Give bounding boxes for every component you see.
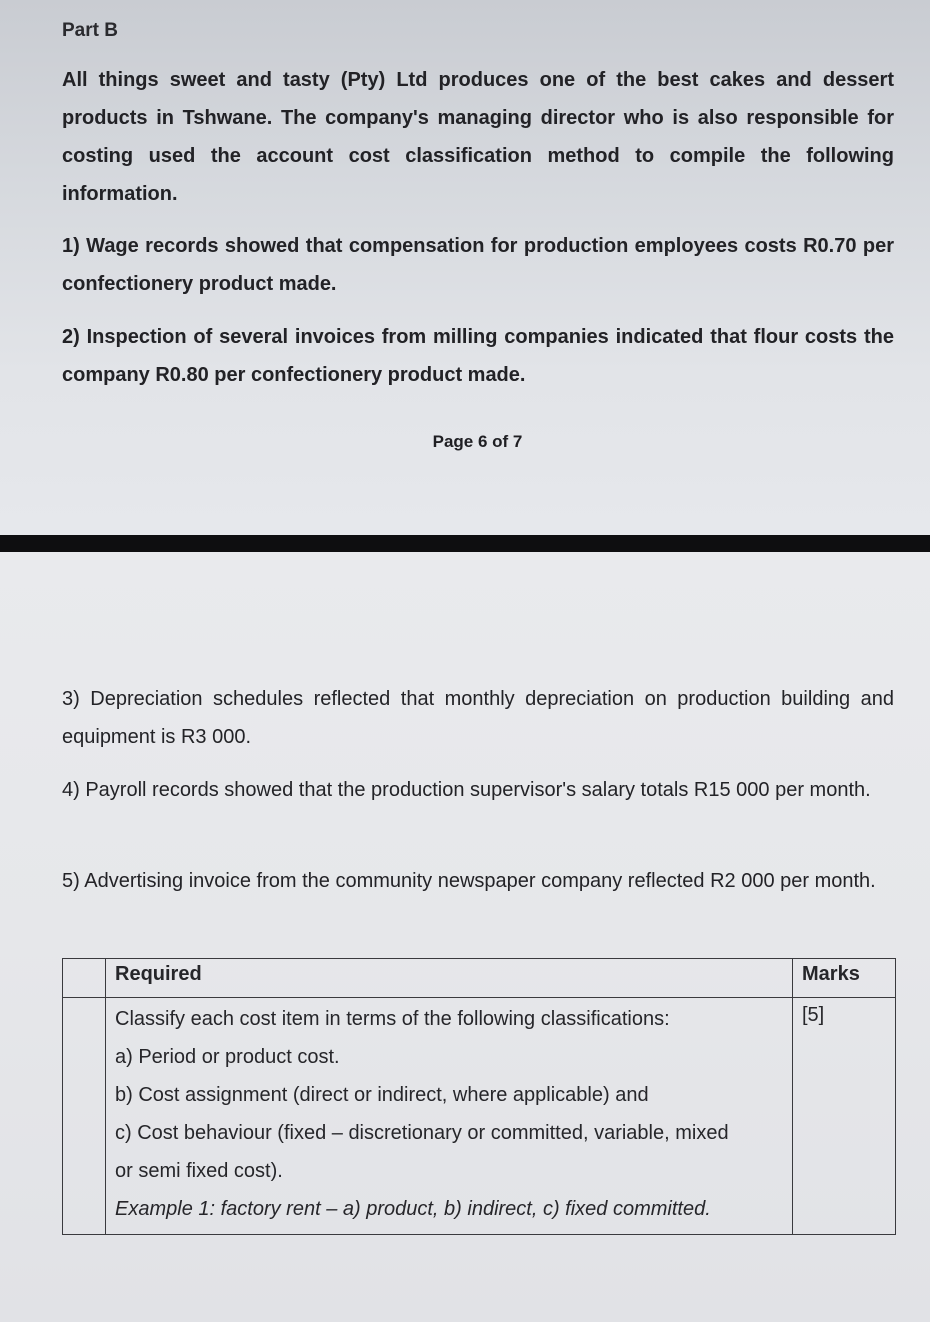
item-5-line: 5) Advertising invoice from the community newspaper company reflected R2 000 per — [62, 870, 815, 892]
page-break-divider — [0, 535, 930, 552]
item-4-line: 4) Payroll records showed that the production supervisor's salary totals R15 000 per — [62, 779, 810, 801]
item-4-line: month. — [809, 779, 871, 801]
instruction-line: or semi fixed cost). — [115, 1160, 283, 1182]
item-2-paragraph — [62, 318, 894, 394]
item-4-paragraph — [62, 771, 894, 809]
table-body-row — [63, 998, 896, 1235]
part-title: Part B — [62, 20, 118, 41]
item-5-paragraph — [62, 862, 894, 900]
marks-value: [5] — [793, 998, 896, 1235]
requirements-table — [62, 958, 896, 1235]
item-2-line: 2) Inspection of several invoices from milling companies indicated that flour costs the — [62, 326, 894, 348]
item-3-paragraph — [62, 680, 894, 756]
item-1-line: 1) Wage records showed that compensation for production employees costs R0.70 — [62, 235, 863, 257]
intro-line: All things sweet and tasty (Pty) Ltd produces one of the best cakes and dessert — [62, 69, 894, 91]
blank-cell — [63, 998, 106, 1235]
instruction-line: Classify each cost item in terms of the following classifications: — [115, 1008, 670, 1030]
page-number: Page 6 of 7 — [432, 432, 523, 451]
item-2-line: company R0.80 per confectionery product made. — [62, 364, 526, 386]
item-3-line: and equipment is R3 000. — [62, 688, 894, 748]
intro-line: information. — [62, 183, 178, 205]
required-header: Required — [106, 959, 793, 998]
example-line: Example 1: factory rent – a) product, b) indirect, c) fixed committed. — [115, 1198, 711, 1220]
instruction-line: c) Cost behaviour (fixed – discretionary or committed, variable, mixed — [115, 1122, 729, 1144]
marks-header: Marks — [793, 959, 896, 998]
instruction-line: b) Cost assignment (direct or indirect, where applicable) and — [115, 1084, 649, 1106]
required-instructions — [106, 998, 793, 1235]
table-header-row — [63, 959, 896, 998]
blank-cell — [63, 959, 106, 998]
item-3-line: 3) Depreciation schedules reflected that monthly depreciation on production building — [62, 688, 861, 710]
item-5-line: month. — [814, 870, 876, 892]
instruction-line: a) Period or product cost. — [115, 1046, 340, 1068]
intro-line: costing used the account cost classification method to compile the following — [62, 145, 894, 167]
intro-line: products in Tshwane. The company's managing director who is also responsible for — [62, 107, 894, 129]
intro-paragraph — [62, 61, 894, 213]
item-1-paragraph — [62, 227, 894, 303]
item-1-line: per confectionery product made. — [62, 235, 894, 295]
